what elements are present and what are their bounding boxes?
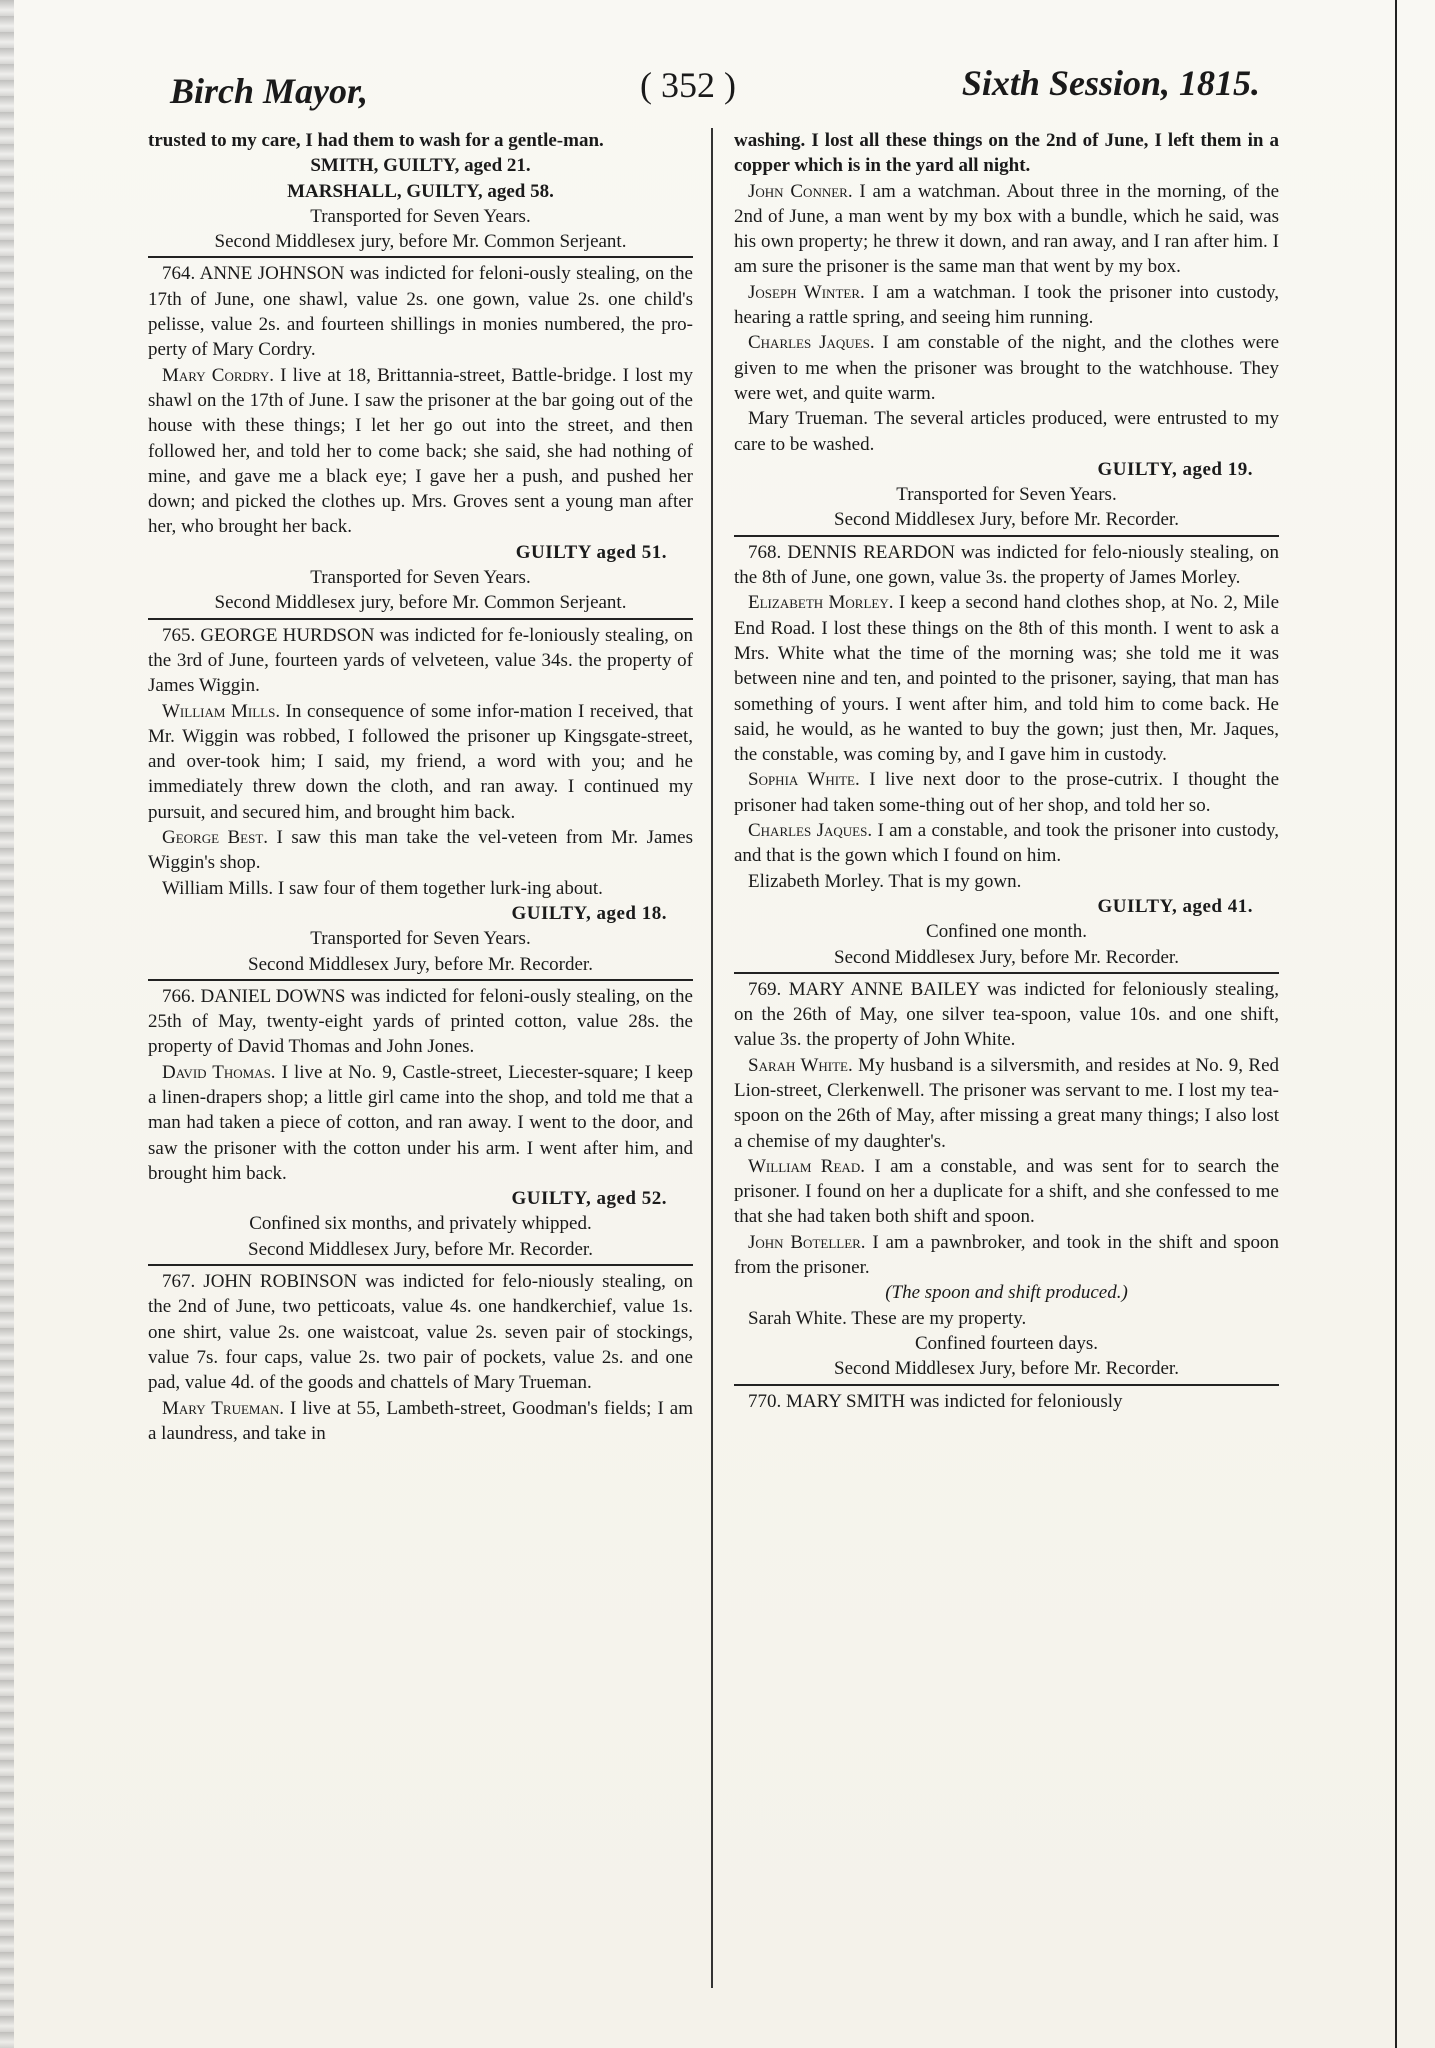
sentence: Confined fourteen days. bbox=[914, 1332, 1099, 1354]
jury-line: Second Middlesex Jury, before Mr. Recorder. bbox=[148, 1237, 693, 1266]
witness-name: Charles Jaques. bbox=[748, 820, 873, 842]
witness-text: I live at 55, Lambeth-street, Goodman's fields; I am a laundress, and take in bbox=[148, 1397, 694, 1444]
testimony bbox=[148, 876, 693, 901]
witness-text: I am a pawnbroker, and took in the shift and spoon from the prisoner. bbox=[734, 1231, 1279, 1279]
jury-line: Second Middlesex jury, before Mr. Common Serjeant. bbox=[148, 590, 693, 619]
witness-name: Sophia White. bbox=[748, 769, 860, 791]
testimony bbox=[148, 1060, 693, 1186]
sentence: Transported for Seven Years. bbox=[310, 567, 531, 589]
witness-name: Elizabeth Morley. bbox=[748, 870, 884, 892]
case-768-title: 768. DENNIS REARDON was indicted for felo-niously stealing, on the 8th of June, one gown, value 3s. the property of James Morley. bbox=[734, 541, 1279, 589]
case-765-title: 765. GEORGE HURDSON was indicted for fe-loniously stealing, on the 3rd of June, fourteen yards of velveteen, value 34s. the property of James Wiggin. bbox=[148, 624, 693, 697]
witness-name: Mary Cordry. bbox=[162, 364, 274, 386]
witness-name: Sarah White. bbox=[748, 1307, 847, 1329]
testimony bbox=[734, 406, 1279, 457]
witness-text: I am constable of the night, and the clothes were given to me when the prisoner was brought to the watchhouse. They were wet, and quite warm. bbox=[734, 332, 1280, 404]
witness-text: That is my gown. bbox=[888, 870, 1022, 892]
witness-text: I saw four of them together lurk-ing about. bbox=[277, 877, 603, 899]
verdict: GUILTY aged 51. bbox=[515, 541, 667, 563]
testimony bbox=[148, 1396, 693, 1447]
testimony bbox=[734, 1306, 1279, 1331]
sentence: Transported for Seven Years. bbox=[310, 205, 531, 227]
witness-text: My husband is a silversmith, and resides at No. 9, Red Lion-street, Clerkenwell. The prisoner was servant to me. I lost my tea-spoon on the 26th of May, after missing a great many things; I also lost a chemise of my daughter's. bbox=[734, 1054, 1279, 1152]
witness-name: Joseph Winter. bbox=[748, 281, 865, 303]
witness-text: I am a constable, and was sent for to search the prisoner. I found on her a duplicate for a shift, and she confessed to me that she had taken both shift and spoon. bbox=[734, 1155, 1280, 1228]
testimony bbox=[734, 767, 1279, 818]
column-divider bbox=[711, 128, 713, 1988]
exhibit-note: (The spoon and shift produced.) bbox=[885, 1282, 1128, 1304]
intro-text: trusted to my care, I had them to wash for a gentle-man. bbox=[148, 130, 604, 151]
page-header bbox=[170, 62, 1260, 122]
witness-name: Mary Trueman. bbox=[748, 408, 868, 430]
right-gutter-line bbox=[1395, 0, 1397, 2048]
case-766-title: 766. DANIEL DOWNS was indicted for feloni-ously stealing, on the 25th of May, twenty-eight yards of printed cotton, value 28s. the property of David Thomas and John Jones. bbox=[148, 985, 693, 1058]
witness-name: John Conner. bbox=[748, 180, 853, 202]
testimony bbox=[734, 280, 1279, 331]
jury-line: Second Middlesex Jury, before Mr. Recorder. bbox=[734, 1356, 1279, 1385]
case-767-title: 767. JOHN ROBINSON was indicted for felo-niously stealing, on the 2nd of June, two petticoats, value 4s. one handkerchief, value 1s. one shirt, value 2s. one waistcoat, value 2s. seven pair of stockings, value 7s. four caps, value 2s. two pair of pockets, value 2s. and one pad, value 4d. of the goods and chattels of Mary Trueman. bbox=[148, 1271, 693, 1394]
testimony bbox=[734, 818, 1279, 869]
testimony bbox=[734, 1230, 1279, 1281]
testimony bbox=[148, 699, 693, 825]
testimony bbox=[734, 590, 1279, 767]
witness-text: I live at No. 9, Castle-street, Liecester-square; I keep a linen-drapers shop; a little girl came into the shop, and told me that a man had taken a piece of cotton, and ran away. I went to the door, and saw the prisoner with the cotton under his arm. I went after him, and brought him back. bbox=[148, 1061, 693, 1184]
witness-text: I live at 18, Brittannia-street, Battle-bridge. I lost my shawl on the 17th of June. I saw the prisoner at the bar going out of the house with these things; I let her go out into the street, and then followed her, and told her to come back; she said, she had nothing of mine, and gave me a black eye; I gave her a push, and pushed her down; and picked the clothes up. Mrs. Groves sent a young man after her, who brought her back. bbox=[148, 364, 693, 538]
continued-text: washing. I lost all these things on the 2nd of June, I left them in a copper which is in the yard all night. bbox=[734, 130, 1279, 177]
jury-line: Second Middlesex jury, before Mr. Common Serjeant. bbox=[148, 229, 693, 258]
verdict: GUILTY, aged 52. bbox=[511, 1188, 667, 1210]
witness-name: William Mills. bbox=[162, 700, 281, 722]
case-764-title: 764. ANNE JOHNSON was indicted for feloni-ously stealing, on the 17th of June, one shawl, value 2s. one gown, value 2s. one child's pelisse, value 2s. and fourteen shillings in monies numbered, the pro-perty of Mary Cordry. bbox=[148, 263, 693, 361]
page-number: ( 352 ) bbox=[640, 65, 736, 105]
witness-name: William Read. bbox=[748, 1155, 865, 1177]
verdict: GUILTY, aged 19. bbox=[1097, 458, 1253, 480]
witness-text: I am a constable, and took the prisoner into custody, and that is the gown which I found on him. bbox=[734, 820, 1279, 867]
header-right: Sixth Session, 1815. bbox=[961, 63, 1260, 103]
sentence: Confined one month. bbox=[926, 921, 1087, 943]
witness-text: I live next door to the prose-cutrix. I thought the prisoner had taken some-thing out of her shop, and told her so. bbox=[734, 769, 1280, 816]
witness-name: David Thomas. bbox=[162, 1061, 276, 1083]
witness-text: In consequence of some infor-mation I received, that Mr. Wiggin was robbed, I followed the prisoner up Kingsgate-street, and over-took him; I said, my friend, a word with you; and he immediately threw down the cloth, and ran away. I continued my pursuit, and secured him, and brought him back. bbox=[148, 700, 693, 823]
testimony bbox=[148, 825, 693, 876]
witness-text: I am a watchman. About three in the morning, of the 2nd of June, a man went by my box with a bundle, which he said, was his own property; he threw it down, and ran away, and I ran after him. I am sure the prisoner is the same man that went by my box. bbox=[734, 180, 1279, 278]
verdict: MARSHALL, GUILTY, aged 58. bbox=[287, 180, 554, 202]
witness-name: William Mills. bbox=[162, 877, 274, 899]
verdict: GUILTY, aged 18. bbox=[511, 902, 667, 924]
verdict: SMITH, GUILTY, aged 21. bbox=[310, 155, 531, 177]
right-column bbox=[734, 128, 1279, 1414]
witness-text: I keep a second hand clothes shop, at No. 2, Mile End Road. I lost these things on the 8th of this month. I went to ask a Mrs. White what the time of the morning was; she told me it was between nine and ten, and pointed to the prisoner, saying, that man has something of yours. I went after him, and told him to come back. He said, he would, as he wanted to buy the gown; just then, Mr. Jaques, the constable, was coming by, and I gave him in custody. bbox=[734, 592, 1279, 766]
witness-name: Mary Trueman. bbox=[162, 1397, 284, 1419]
testimony bbox=[734, 869, 1279, 894]
verdict: GUILTY, aged 41. bbox=[1097, 895, 1253, 917]
witness-name: George Best. bbox=[162, 827, 269, 849]
witness-name: Sarah White. bbox=[748, 1054, 853, 1076]
witness-name: Charles Jaques. bbox=[748, 332, 875, 354]
witness-name: John Boteller. bbox=[748, 1231, 866, 1253]
witness-text: The several articles produced, were entrusted to my care to be washed. bbox=[734, 408, 1279, 455]
testimony bbox=[148, 363, 693, 540]
testimony bbox=[734, 330, 1279, 406]
witness-text: I am a watchman. I took the prisoner into custody, hearing a rattle spring, and seeing him running. bbox=[734, 281, 1279, 329]
witness-name: Elizabeth Morley. bbox=[748, 592, 894, 614]
jury-line: Second Middlesex Jury, before Mr. Recorder. bbox=[734, 945, 1279, 974]
testimony bbox=[734, 179, 1279, 280]
scan-edge bbox=[0, 0, 14, 2048]
testimony bbox=[734, 1053, 1279, 1154]
jury-line: Second Middlesex Jury, before Mr. Recorder. bbox=[734, 507, 1279, 536]
jury-line: Second Middlesex Jury, before Mr. Recorder. bbox=[148, 952, 693, 981]
sentence: Confined six months, and privately whipped. bbox=[249, 1213, 592, 1235]
left-column bbox=[148, 128, 693, 1446]
testimony bbox=[734, 1154, 1279, 1230]
case-769-title: 769. MARY ANNE BAILEY was indicted for feloniously stealing, on the 26th of May, one silver tea-spoon, value 10s. and one shift, value 3s. the property of John White. bbox=[734, 978, 1279, 1051]
witness-text: These are my property. bbox=[851, 1307, 1027, 1329]
sentence: Transported for Seven Years. bbox=[896, 484, 1117, 506]
sentence: Transported for Seven Years. bbox=[310, 928, 531, 950]
case-770-title: 770. MARY SMITH was indicted for feloniously bbox=[748, 1390, 1123, 1412]
header-left: Birch Mayor, bbox=[170, 71, 369, 111]
witness-text: I saw this man take the vel-veteen from Mr. James Wiggin's shop. bbox=[148, 827, 694, 874]
